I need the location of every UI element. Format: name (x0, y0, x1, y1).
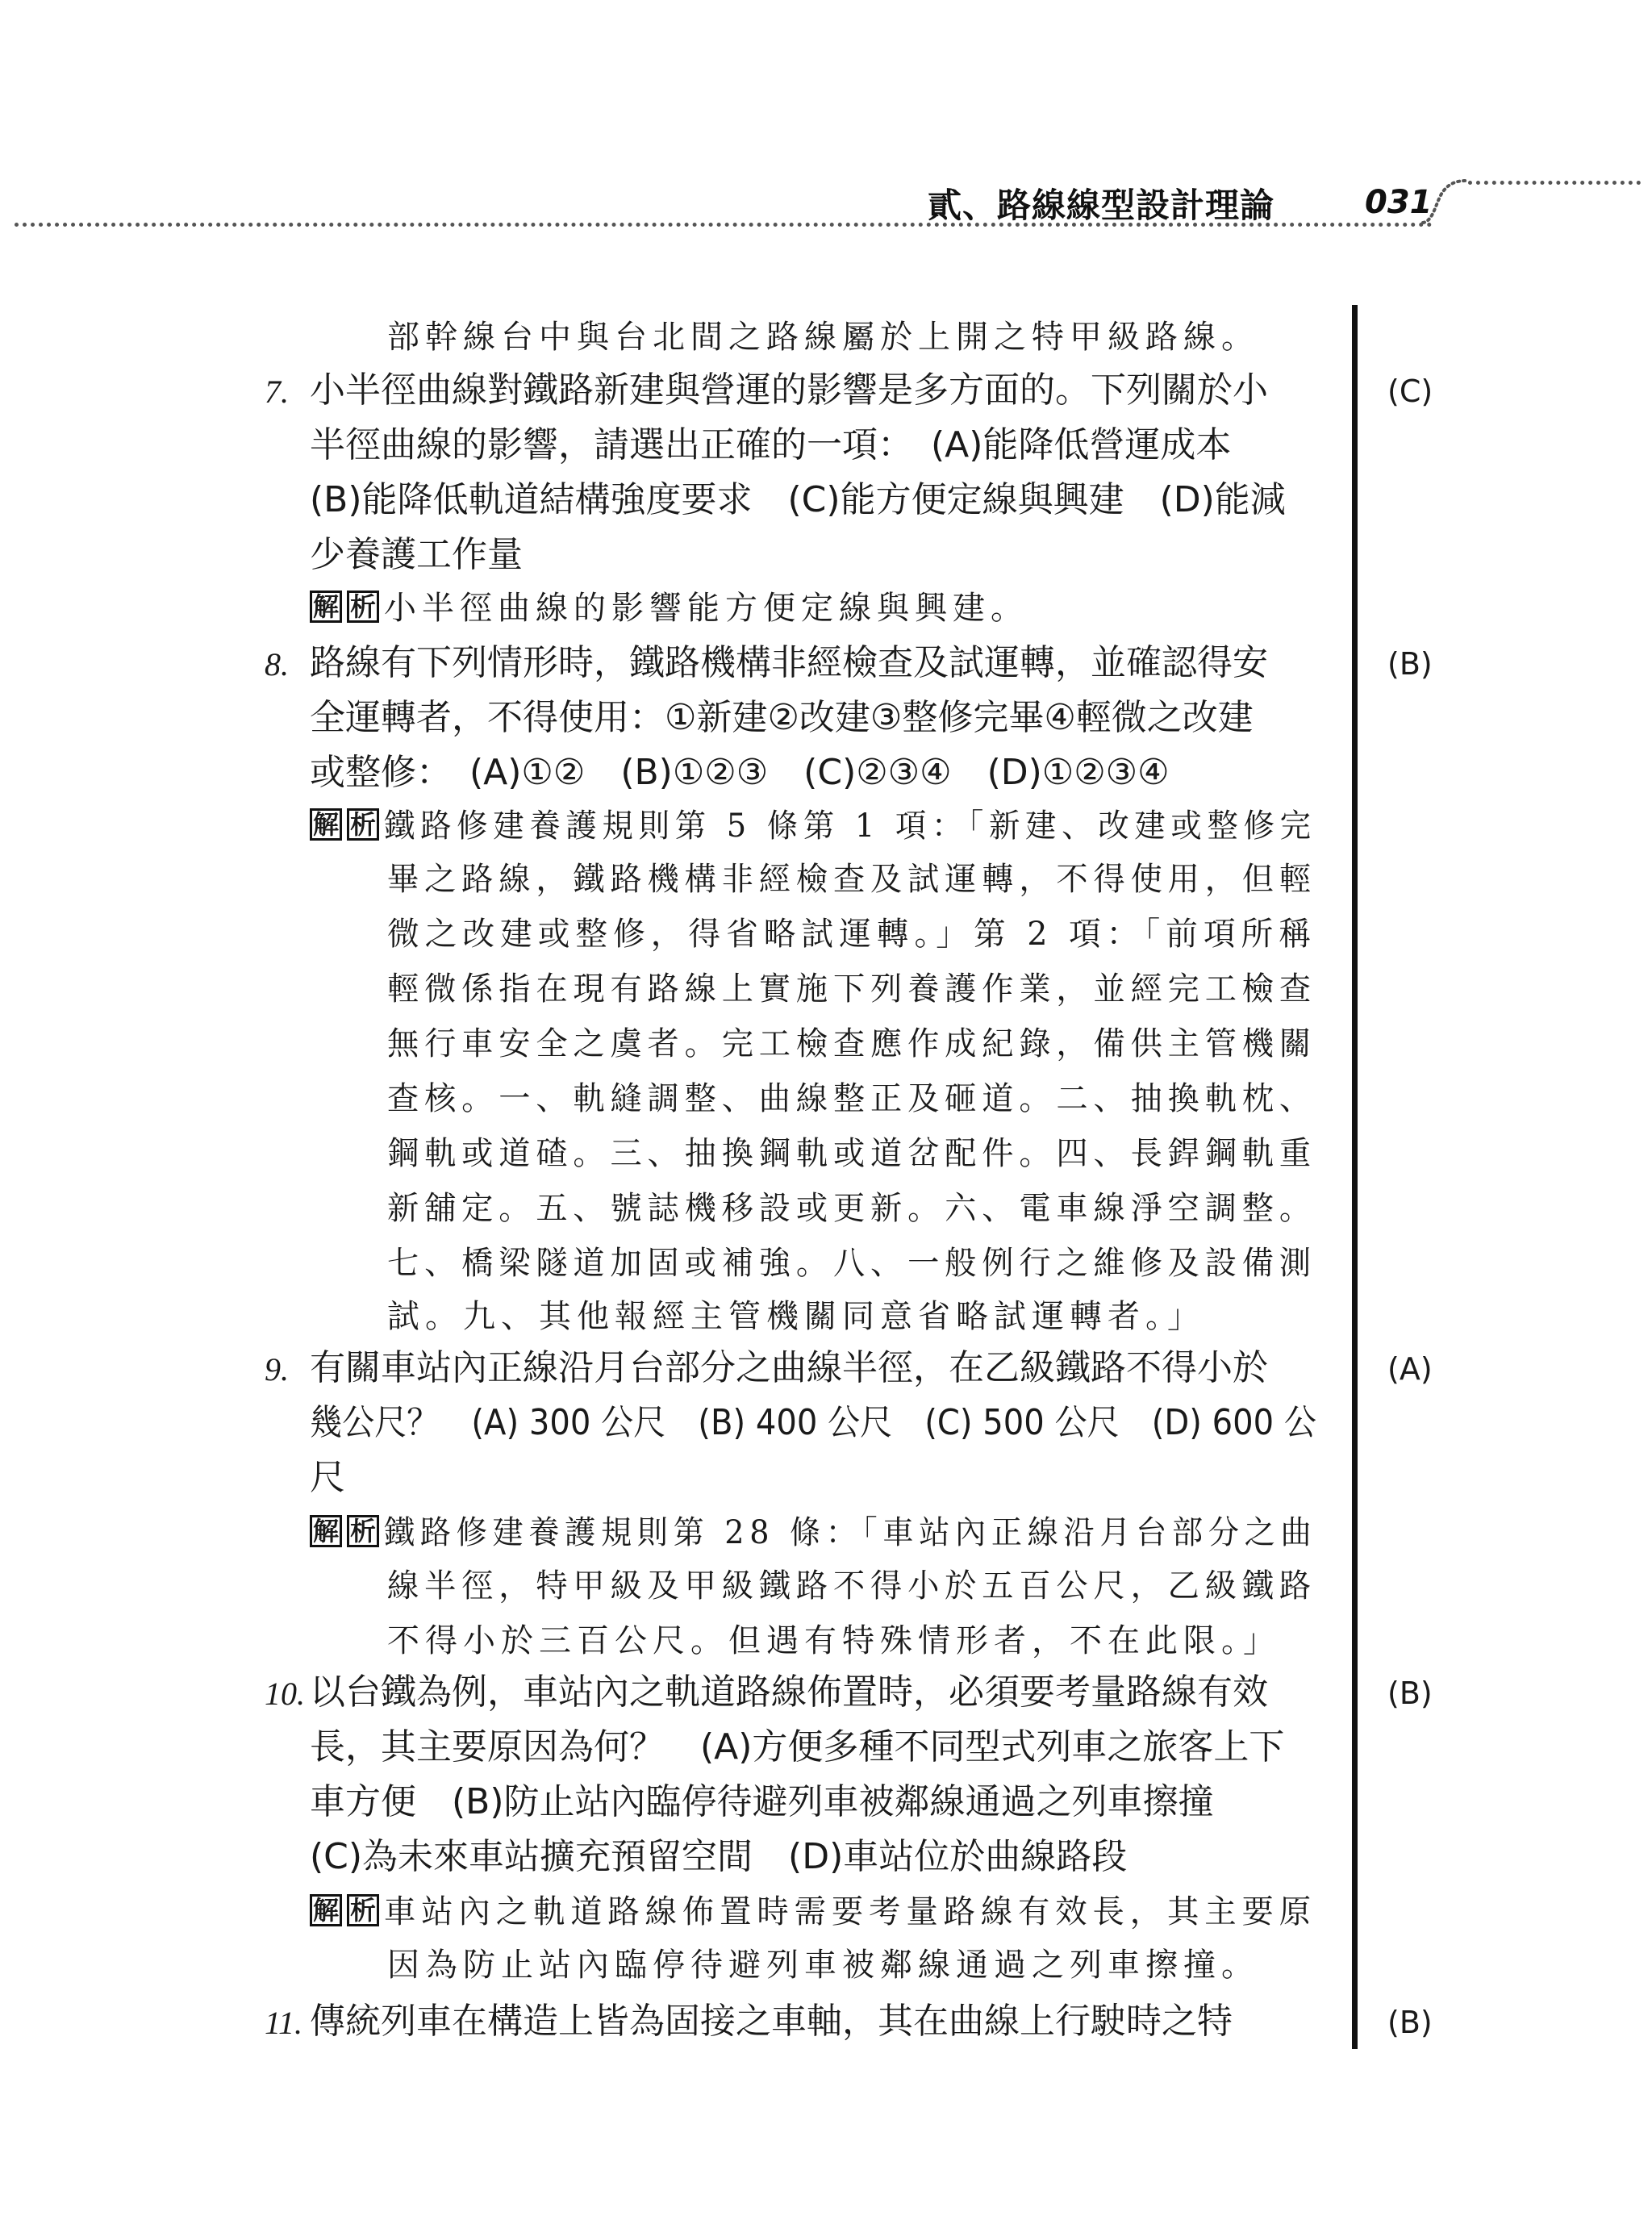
explanation-line: 輕微係指在現有路線上實施下列養護作業，並經完工檢查 (387, 970, 1316, 1008)
question-line: 半徑曲線的影響，請選出正確的一項： (A)能降低營運成本 (310, 424, 1232, 465)
explanation-line: 無行車安全之虞者。完工檢查應作成紀錄，備供主管機關 (387, 1025, 1316, 1062)
explanation-line: 試。九、其他報經主管機關同意省略試運轉者。」 (387, 1298, 1205, 1335)
answer-key: (B) (1387, 646, 1433, 682)
header-dotted-rule-right (1468, 181, 1641, 185)
question-number: 9. (265, 1351, 289, 1388)
explanation-line: 因為防止站內臨停待避列車被鄰線通過之列車擦撞。 (387, 1947, 1259, 1984)
question-number: 8. (265, 646, 289, 682)
explanation-line: 車站內之軌道路線佈置時需要考量路線有效長，其主要原 (384, 1893, 1316, 1930)
explanation-line: 微之改建或整修，得省略試運轉。」第 2 項：「前項所稱 (387, 916, 1316, 953)
explanation-badge-char: 解 (310, 1894, 342, 1926)
chapter-title: 貳、路線線型設計理論 (928, 186, 1275, 225)
question-number: 11. (265, 2005, 303, 2041)
explanation-badge-char: 解 (310, 591, 342, 623)
answer-key: (A) (1387, 1351, 1433, 1387)
explanation-line: 新舖定。五、號誌機移設或更新。六、電車線淨空調整。 (387, 1190, 1316, 1227)
explanation-line: 鋼軌或道碴。三、抽換鋼軌或道岔配件。四、長銲鋼軌重 (387, 1135, 1316, 1172)
explanation-line: 不得小於三百公尺。但遇有特殊情形者，不在此限。」 (387, 1622, 1281, 1659)
question-line: 小半徑曲線對鐵路新建與營運的影響是多方面的。下列關於小 (310, 369, 1268, 411)
question-line: (C)為未來車站擴充預留空間 (D)車站位於曲線路段 (310, 1836, 1128, 1877)
explanation-badge-char: 析 (347, 1515, 379, 1547)
explanation-line: 鐵路修建養護規則第 5 條第 1 項：「新建、改建或整修完 (384, 808, 1316, 845)
question-line: (B)能降低軌道結構強度要求 (C)能方便定線與興建 (D)能減 (310, 479, 1286, 520)
explanation-badge (310, 1894, 379, 1926)
question-line: 全運轉者，不得使用：①新建②改建③整修完畢④輕微之改建 (310, 697, 1254, 738)
continuation-text: 部幹線台中與台北間之路線屬於上開之特甲級路線。 (387, 319, 1259, 356)
answer-key: (B) (1387, 2005, 1433, 2040)
question-number: 10. (265, 1676, 305, 1712)
page-number: 031 (1365, 184, 1433, 221)
question-line: 長，其主要原因為何？ (A)方便多種不同型式列車之旅客上下 (310, 1726, 1285, 1767)
answer-key: (C) (1387, 374, 1433, 409)
question-line: 或整修： (A)①② (B)①②③ (C)②③④ (D)①②③④ (310, 752, 1170, 793)
question-line: 幾公尺？ (A) 300 公尺 (B) 400 公尺 (C) 500 公尺 (D) 600 公 (310, 1402, 1316, 1443)
explanation-badge-char: 解 (310, 808, 342, 841)
question-line: 路線有下列情形時，鐵路機構非經檢查及試運轉，並確認得安 (310, 642, 1268, 683)
explanation-badge-char: 解 (310, 1515, 342, 1547)
explanation-line: 小半徑曲線的影響能方便定線與興建。 (384, 590, 1028, 627)
question-line: 少養護工作量 (310, 534, 523, 575)
explanation-line: 畢之路線，鐵路機構非經檢查及試運轉，不得使用，但輕 (387, 861, 1316, 898)
explanation-badge-char: 析 (347, 1894, 379, 1926)
explanation-line: 鐵路修建養護規則第 28 條：「車站內正線沿月台部分之曲 (384, 1514, 1317, 1551)
question-number: 7. (265, 374, 289, 410)
question-line: 車方便 (B)防止站內臨停待避列車被鄰線通過之列車擦撞 (310, 1781, 1214, 1822)
explanation-badge-char: 析 (347, 808, 379, 841)
question-line: 尺 (310, 1457, 345, 1498)
explanation-line: 七、橋梁隧道加固或補強。八、一般例行之維修及設備測 (387, 1245, 1316, 1282)
question-line: 有關車站內正線沿月台部分之曲線半徑，在乙級鐵路不得小於 (310, 1347, 1268, 1388)
explanation-badge (310, 808, 379, 841)
explanation-badge (310, 591, 379, 623)
explanation-line: 線半徑，特甲級及甲級鐵路不得小於五百公尺，乙級鐵路 (387, 1567, 1316, 1605)
answer-column-rule (1352, 305, 1358, 2049)
answer-key: (B) (1387, 1676, 1433, 1711)
explanation-line: 查核。一、軌縫調整、曲線整正及砸道。二、抽換軌枕、 (387, 1080, 1316, 1117)
explanation-badge-char: 析 (347, 591, 379, 623)
explanation-badge (310, 1515, 379, 1547)
question-line: 以台鐵為例，車站內之軌道路線佈置時，必須要考量路線有效 (310, 1671, 1268, 1713)
question-line: 傳統列車在構造上皆為固接之車軸，其在曲線上行駛時之特 (310, 2001, 1233, 2042)
